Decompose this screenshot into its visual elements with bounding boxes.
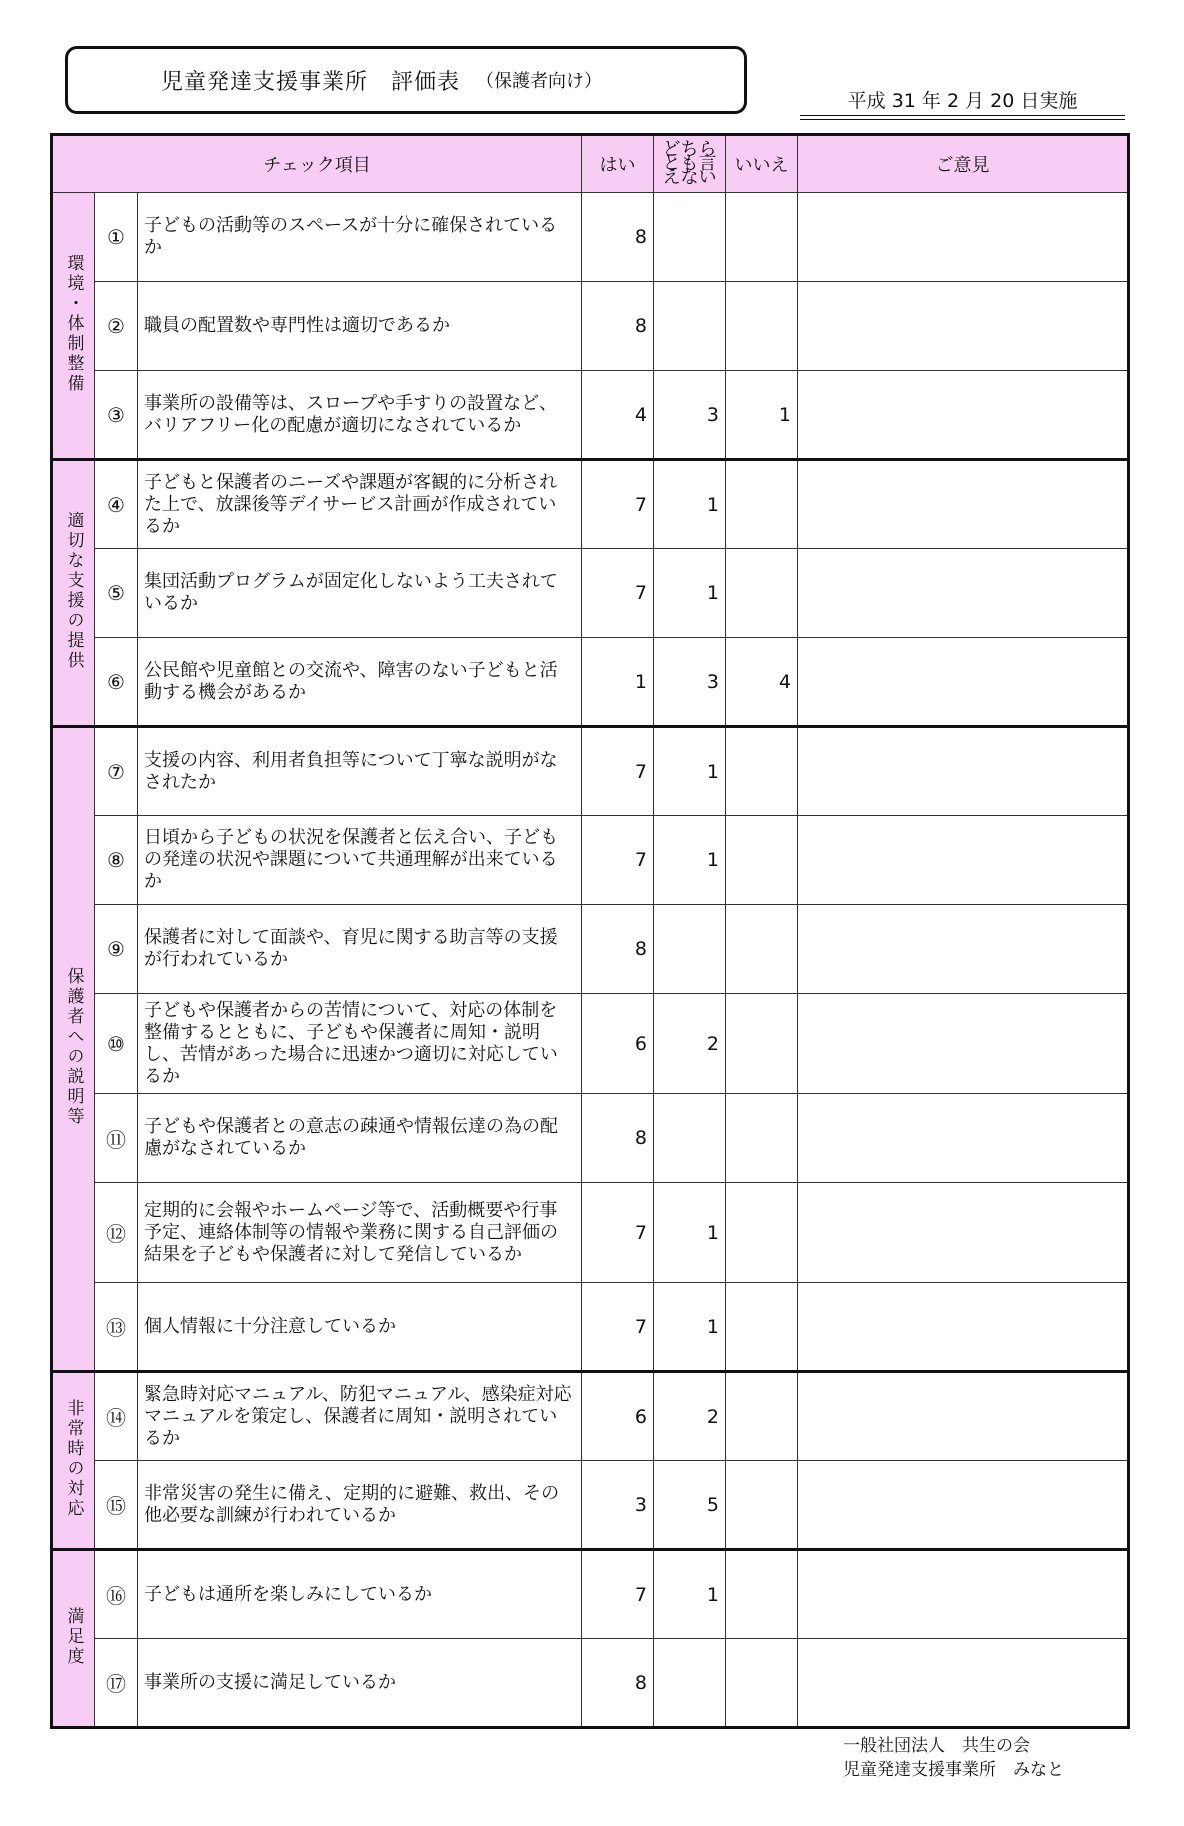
item-number: ⑩ xyxy=(95,994,138,1094)
opinion-cell xyxy=(798,638,1129,727)
title-box xyxy=(65,46,747,114)
question-text: 子どもの活動等のスペースが十分に確保されているか xyxy=(138,193,582,282)
count-yes: 1 xyxy=(582,638,654,727)
count-yes: 8 xyxy=(582,905,654,994)
category-support: 適切な支援の提供 xyxy=(52,460,95,727)
item-number: ⑭ xyxy=(95,1372,138,1461)
count-neither xyxy=(654,1639,726,1728)
count-neither: 2 xyxy=(654,1372,726,1461)
count-neither: 5 xyxy=(654,1461,726,1550)
count-yes: 7 xyxy=(582,727,654,816)
table-row xyxy=(52,1639,1129,1728)
item-number: ④ xyxy=(95,460,138,549)
count-neither xyxy=(654,905,726,994)
question-text: 緊急時対応マニュアル、防犯マニュアル、感染症対応マニュアルを策定し、保護者に周知・説明されているか xyxy=(138,1372,582,1461)
item-number: ⑰ xyxy=(95,1639,138,1728)
item-number: ② xyxy=(95,282,138,371)
table-row xyxy=(52,994,1129,1094)
item-number: ⑥ xyxy=(95,638,138,727)
opinion-cell xyxy=(798,282,1129,371)
count-neither: 1 xyxy=(654,727,726,816)
implementation-date: 平成 31 年 2 月 20 日実施 xyxy=(847,90,1078,112)
table-row xyxy=(52,1461,1129,1550)
count-yes: 8 xyxy=(582,1639,654,1728)
question-text: 保護者に対して面談や、育児に関する助言等の支援が行われているか xyxy=(138,905,582,994)
item-number: ① xyxy=(95,193,138,282)
question-text: 職員の配置数や専門性は適切であるか xyxy=(138,282,582,371)
evaluation-table xyxy=(50,133,1130,1729)
table-row xyxy=(52,1550,1129,1639)
count-neither: 3 xyxy=(654,371,726,460)
question-text: 支援の内容、利用者負担等について丁寧な説明がなされたか xyxy=(138,727,582,816)
count-neither xyxy=(654,1094,726,1183)
count-neither: 1 xyxy=(654,816,726,905)
table-row xyxy=(52,816,1129,905)
opinion-cell xyxy=(798,1372,1129,1461)
item-number: ⑪ xyxy=(95,1094,138,1183)
opinion-cell xyxy=(798,905,1129,994)
page-title: 児童発達支援事業所 評価表 xyxy=(161,69,461,95)
table-row xyxy=(52,460,1129,549)
count-no xyxy=(726,193,798,282)
date-underline-second xyxy=(800,119,1125,120)
item-number: ⑮ xyxy=(95,1461,138,1550)
count-neither: 1 xyxy=(654,549,726,638)
count-yes: 7 xyxy=(582,460,654,549)
count-no: 1 xyxy=(726,371,798,460)
table-row xyxy=(52,371,1129,460)
count-no xyxy=(726,1283,798,1372)
item-number: ⑬ xyxy=(95,1283,138,1372)
count-yes: 7 xyxy=(582,1283,654,1372)
header-no: いいえ xyxy=(726,135,798,193)
organization-footer xyxy=(843,1734,1064,1782)
table-row xyxy=(52,1094,1129,1183)
count-no xyxy=(726,816,798,905)
opinion-cell xyxy=(798,549,1129,638)
count-no xyxy=(726,460,798,549)
count-neither: 2 xyxy=(654,994,726,1094)
header-row xyxy=(52,135,1129,193)
question-text: 子どもや保護者からの苦情について、対応の体制を整備するとともに、子どもや保護者に周知・説明し、苦情があった場合に迅速かつ適切に対応しているか xyxy=(138,994,582,1094)
count-no: 4 xyxy=(726,638,798,727)
category-environment: 環境・体制整備 xyxy=(52,193,95,460)
opinion-cell xyxy=(798,1461,1129,1550)
opinion-cell xyxy=(798,460,1129,549)
item-number: ③ xyxy=(95,371,138,460)
table-row xyxy=(52,905,1129,994)
count-yes: 6 xyxy=(582,994,654,1094)
count-yes: 6 xyxy=(582,1372,654,1461)
opinion-cell xyxy=(798,1639,1129,1728)
date-underline xyxy=(800,115,1125,116)
count-neither: 1 xyxy=(654,1183,726,1283)
count-yes: 7 xyxy=(582,1550,654,1639)
count-yes: 8 xyxy=(582,193,654,282)
table-row xyxy=(52,1183,1129,1283)
question-text: 非常災害の発生に備え、定期的に避難、救出、その他必要な訓練が行われているか xyxy=(138,1461,582,1550)
opinion-cell xyxy=(798,727,1129,816)
count-no xyxy=(726,1461,798,1550)
count-neither: 1 xyxy=(654,1283,726,1372)
question-text: 子どもや保護者との意志の疎通や情報伝達の為の配慮がなされているか xyxy=(138,1094,582,1183)
count-neither xyxy=(654,282,726,371)
item-number: ⑨ xyxy=(95,905,138,994)
question-text: 子どもは通所を楽しみにしているか xyxy=(138,1550,582,1639)
page-subtitle: （保護者向け） xyxy=(476,71,603,92)
question-text: 定期的に会報やホームページ等で、活動概要や行事予定、連絡体制等の情報や業務に関する自己評価の結果を子どもや保護者に対して発信しているか xyxy=(138,1183,582,1283)
count-neither: 1 xyxy=(654,460,726,549)
facility-name: 児童発達支援事業所 みなと xyxy=(843,1760,1064,1780)
count-yes: 4 xyxy=(582,371,654,460)
header-yes: はい xyxy=(582,135,654,193)
opinion-cell xyxy=(798,1550,1129,1639)
count-no xyxy=(726,1094,798,1183)
opinion-cell xyxy=(798,1283,1129,1372)
count-yes: 8 xyxy=(582,1094,654,1183)
count-yes: 7 xyxy=(582,816,654,905)
question-text: 日頃から子どもの状況を保護者と伝え合い、子どもの発達の状況や課題について共通理解が出来ているか xyxy=(138,816,582,905)
header-opinion: ご意見 xyxy=(798,135,1129,193)
table-row xyxy=(52,1372,1129,1461)
count-yes: 7 xyxy=(582,1183,654,1283)
count-neither: 1 xyxy=(654,1550,726,1639)
item-number: ⑤ xyxy=(95,549,138,638)
opinion-cell xyxy=(798,193,1129,282)
question-text: 事業所の設備等は、スロープや手すりの設置など、バリアフリー化の配慮が適切になされているか xyxy=(138,371,582,460)
header-neither: どちらとも言えない xyxy=(654,135,726,193)
count-neither: 3 xyxy=(654,638,726,727)
item-number: ⑫ xyxy=(95,1183,138,1283)
opinion-cell xyxy=(798,994,1129,1094)
count-yes: 3 xyxy=(582,1461,654,1550)
question-text: 公民館や児童館との交流や、障害のない子どもと活動する機会があるか xyxy=(138,638,582,727)
count-no xyxy=(726,727,798,816)
organization-name: 一般社団法人 共生の会 xyxy=(843,1736,1030,1756)
opinion-cell xyxy=(798,816,1129,905)
count-yes: 7 xyxy=(582,549,654,638)
question-text: 事業所の支援に満足しているか xyxy=(138,1639,582,1728)
category-emergency: 非常時の対応 xyxy=(52,1372,95,1550)
count-no xyxy=(726,1372,798,1461)
item-number: ⑧ xyxy=(95,816,138,905)
count-no xyxy=(726,1183,798,1283)
opinion-cell xyxy=(798,1183,1129,1283)
table-row xyxy=(52,282,1129,371)
table-row xyxy=(52,549,1129,638)
question-text: 子どもと保護者のニーズや課題が客観的に分析された上で、放課後等デイサービス計画が作成されているか xyxy=(138,460,582,549)
category-explanation: 保護者への説明等 xyxy=(52,727,95,1372)
table-row xyxy=(52,193,1129,282)
count-no xyxy=(726,905,798,994)
count-yes: 8 xyxy=(582,282,654,371)
table-row xyxy=(52,638,1129,727)
count-no xyxy=(726,282,798,371)
opinion-cell xyxy=(798,371,1129,460)
count-no xyxy=(726,994,798,1094)
table-row xyxy=(52,727,1129,816)
item-number: ⑯ xyxy=(95,1550,138,1639)
opinion-cell xyxy=(798,1094,1129,1183)
question-text: 集団活動プログラムが固定化しないよう工夫されているか xyxy=(138,549,582,638)
table-row xyxy=(52,1283,1129,1372)
count-no xyxy=(726,549,798,638)
question-text: 個人情報に十分注意しているか xyxy=(138,1283,582,1372)
item-number: ⑦ xyxy=(95,727,138,816)
category-satisfaction: 満足度 xyxy=(52,1550,95,1728)
header-check-item: チェック項目 xyxy=(52,135,582,193)
count-no xyxy=(726,1550,798,1639)
count-no xyxy=(726,1639,798,1728)
count-neither xyxy=(654,193,726,282)
